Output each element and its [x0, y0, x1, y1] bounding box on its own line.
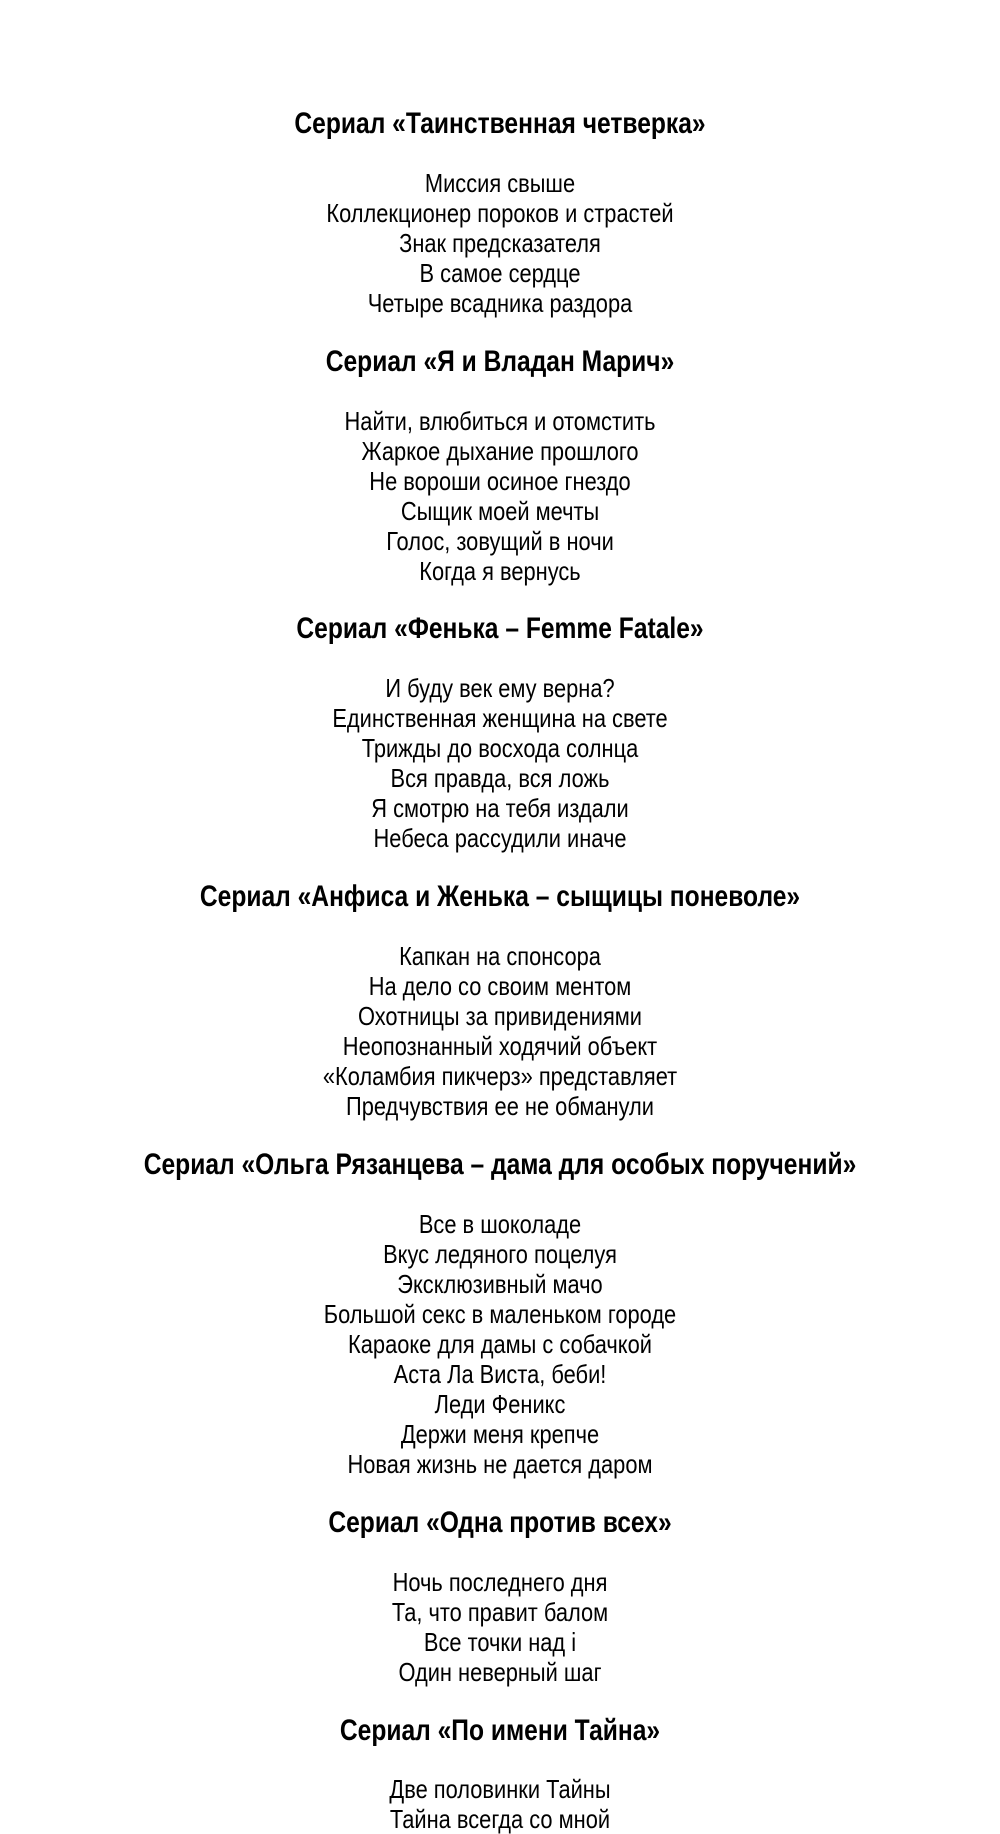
series-block	[0, 105, 1000, 318]
book-list	[0, 1209, 1000, 1479]
book-title: Капкан на спонсора	[399, 941, 601, 972]
book-title: Трижды до восхода солнца	[361, 733, 639, 764]
book-title: Леди Феникс	[434, 1388, 566, 1419]
book-title: Две половинки Тайны	[389, 1774, 611, 1805]
book-title: «Коламбия пикчерз» представляет	[322, 1061, 678, 1092]
book-title: Сыщик моей мечты	[400, 495, 600, 526]
series-title: Сериал «Ольга Рязанцева – дама для особых поручений»	[143, 1148, 857, 1182]
series-block	[0, 1146, 1000, 1479]
book-title: Голос, зовущий в ночи	[386, 525, 614, 556]
book-title: Миссия свыше	[424, 167, 576, 198]
book-title: Четыре всадника раздора	[367, 287, 633, 318]
book-title: В самое сердце	[419, 257, 581, 288]
book-title: Большой секс в маленьком городе	[323, 1298, 677, 1329]
series-title: Сериал «Анфиса и Женька – сыщицы поневоле»	[199, 880, 801, 914]
series-title: Сериал «Таинственная четверка»	[294, 106, 706, 140]
series-block	[0, 1504, 1000, 1687]
book-list	[0, 168, 1000, 318]
series-title: Сериал «По имени Тайна»	[339, 1713, 661, 1747]
book-series-list	[0, 80, 1000, 1834]
book-title: Тайна всегда со мной	[389, 1804, 611, 1834]
book-title: Жаркое дыхание прошлого	[361, 435, 639, 466]
book-title: Караоке для дамы с собачкой	[348, 1328, 652, 1359]
book-title: Держи меня крепче	[400, 1418, 600, 1449]
series-block	[0, 343, 1000, 586]
series-title: Сериал «Фенька – Femme Fatale»	[296, 612, 704, 646]
book-list	[0, 406, 1000, 586]
book-list	[0, 941, 1000, 1121]
book-title: Вкус ледяного поцелуя	[383, 1238, 617, 1269]
book-title: Когда я вернусь	[419, 555, 581, 586]
book-list	[0, 1774, 1000, 1834]
book-list	[0, 673, 1000, 853]
book-title: Все в шоколаде	[418, 1208, 582, 1239]
book-title: Все точки над i	[423, 1626, 577, 1657]
book-title: Я смотрю на тебя издали	[371, 793, 629, 824]
series-title: Сериал «Я и Владан Марич»	[325, 344, 675, 378]
book-title: Неопознанный ходячий объект	[342, 1031, 658, 1062]
book-title: Та, что правит балом	[391, 1596, 609, 1627]
book-list	[0, 1567, 1000, 1687]
book-title: На дело со своим ментом	[368, 971, 632, 1002]
book-title: Найти, влюбиться и отомстить	[344, 405, 656, 436]
book-title: Не вороши осиное гнездо	[369, 465, 631, 496]
book-title: Охотницы за привидениями	[357, 1001, 643, 1032]
book-title: Коллекционер пороков и страстей	[326, 197, 674, 228]
book-title: Аста Ла Виста, беби!	[393, 1358, 607, 1389]
series-title: Сериал «Одна против всех»	[328, 1505, 672, 1539]
series-block	[0, 878, 1000, 1121]
book-title: Предчувствия ее не обманули	[346, 1091, 654, 1122]
book-title: Один неверный шаг	[398, 1656, 602, 1687]
book-title: Эксклюзивный мачо	[397, 1268, 603, 1299]
book-title: И буду век ему верна?	[385, 673, 615, 704]
series-block	[0, 610, 1000, 853]
book-title: Ночь последнего дня	[392, 1566, 608, 1597]
book-title: Единственная женщина на свете	[332, 703, 668, 734]
book-title: Знак предсказателя	[399, 227, 601, 258]
series-block	[0, 1712, 1000, 1834]
book-title: Новая жизнь не дается даром	[347, 1448, 653, 1479]
book-title: Вся правда, вся ложь	[390, 763, 610, 794]
book-title: Небеса рассудили иначе	[373, 823, 627, 854]
